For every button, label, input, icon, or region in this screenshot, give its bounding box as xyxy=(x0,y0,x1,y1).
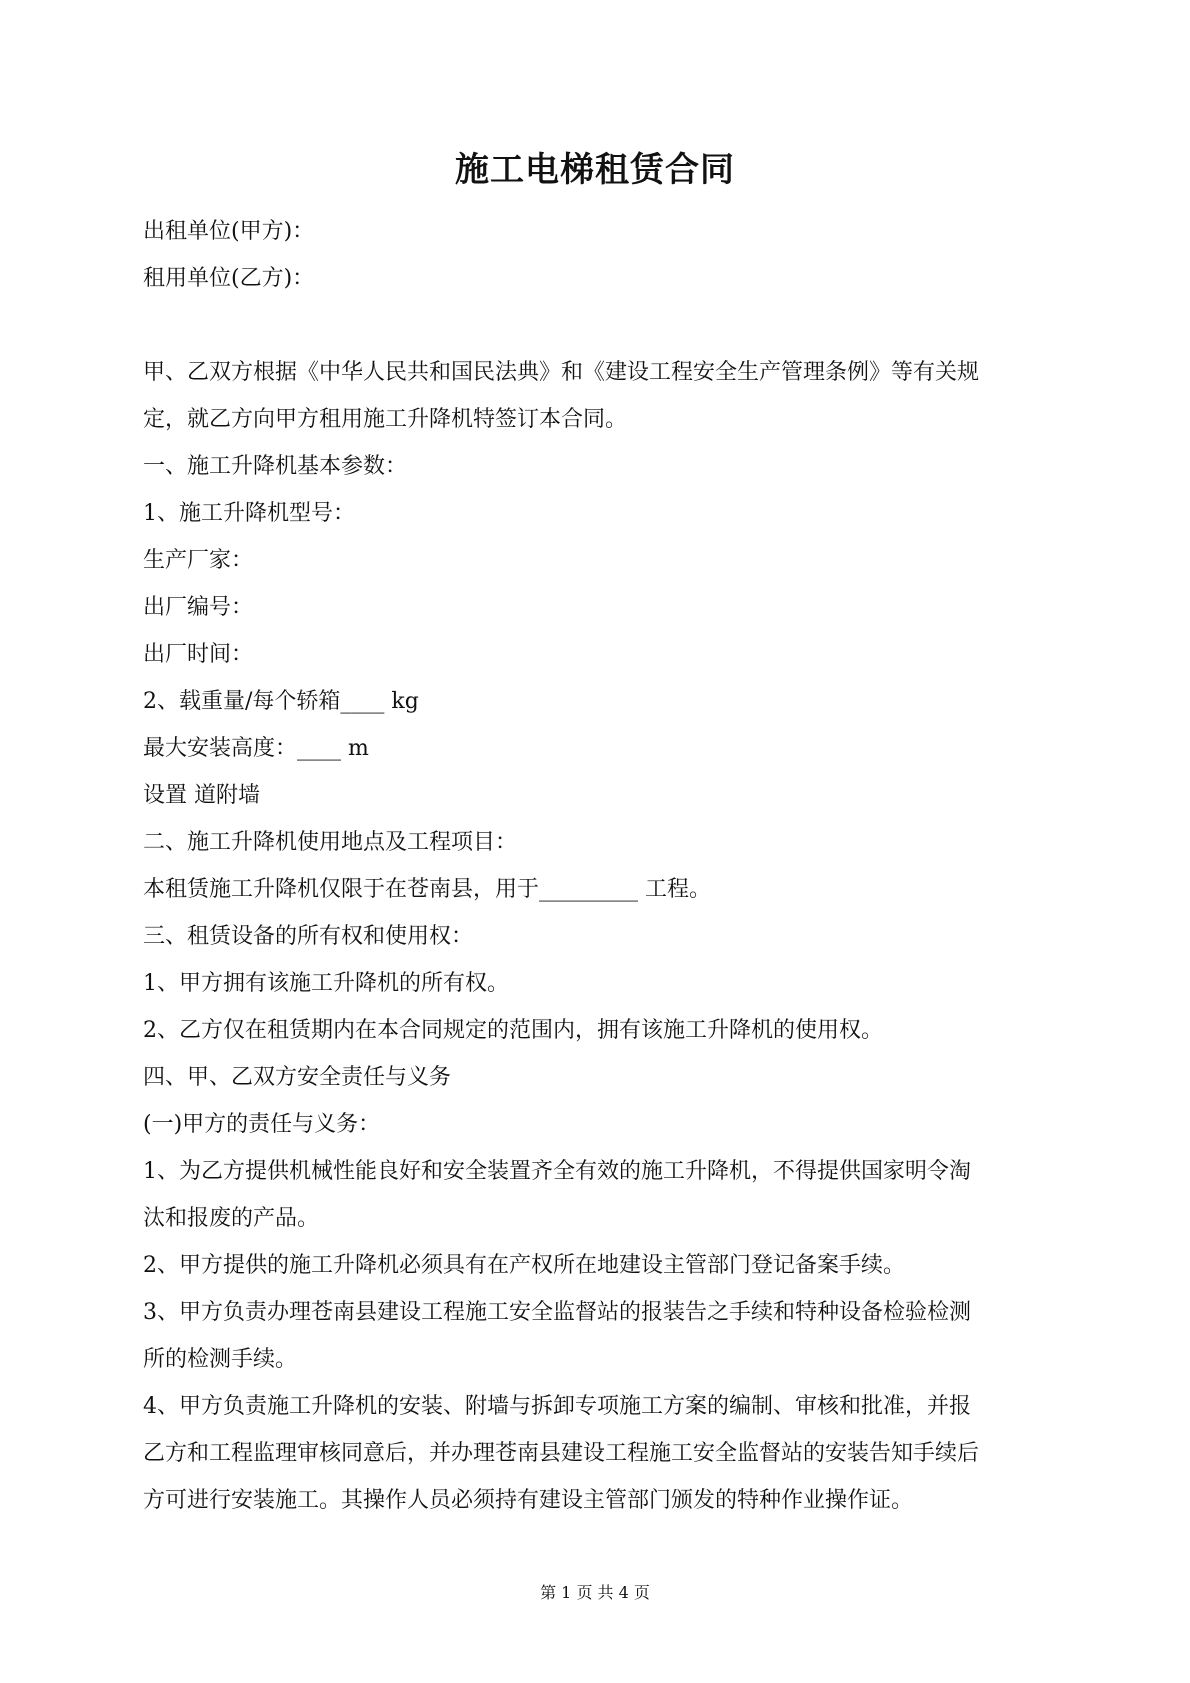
paragraph-line: 四、甲、乙双方安全责任与义务 xyxy=(143,1065,452,1090)
paragraph-line: 甲、乙双方根据《中华人民共和国民法典》和《建设工程安全生产管理条例》等有关规 xyxy=(143,360,980,385)
paragraph-line: 乙方和工程监理审核同意后，并办理苍南县建设工程施工安全监督站的安装告知手续后 xyxy=(143,1441,980,1466)
paragraph-line: 方可进行安装施工。其操作人员必须持有建设主管部门颁发的特种作业操作证。 xyxy=(143,1488,914,1513)
paragraph-line: 1、为乙方提供机械性能良好和安全装置齐全有效的施工升降机，不得提供国家明令淘 xyxy=(143,1159,971,1184)
paragraph-line: 定，就乙方向甲方租用施工升降机特签订本合同。 xyxy=(143,407,628,432)
paragraph-line: 3、甲方负责办理苍南县建设工程施工安全监督站的报装告之手续和特种设备检验检测 xyxy=(143,1300,971,1325)
paragraph-line: 汰和报废的产品。 xyxy=(143,1206,320,1231)
blank-line xyxy=(143,302,1058,349)
paragraph-line: 2、甲方提供的施工升降机必须具有在产权所在地建设主管部门登记备案手续。 xyxy=(143,1253,905,1278)
paragraph-line: 2、载重量/每个轿箱____ kg xyxy=(143,689,419,714)
paragraph-line: (一)甲方的责任与义务： xyxy=(143,1112,381,1137)
paragraph-line: 所的检测手续。 xyxy=(143,1347,298,1372)
paragraph-line: 1、甲方拥有该施工升降机的所有权。 xyxy=(143,971,509,996)
paragraph-line: 生产厂家： xyxy=(143,548,254,573)
document-body xyxy=(143,208,1058,1524)
lessee-line: 租用单位(乙方)： xyxy=(143,266,315,291)
paragraph-line: 出厂编号： xyxy=(143,595,254,620)
paragraph-line: 4、甲方负责施工升降机的安装、附墙与拆卸专项施工方案的编制、审核和批准，并报 xyxy=(143,1394,971,1419)
paragraph-line: 最大安装高度：____ m xyxy=(143,736,369,761)
page-footer: 第 1 页 共 4 页 xyxy=(540,1583,650,1602)
paragraph-line: 1、施工升降机型号： xyxy=(143,501,355,526)
contract-clauses xyxy=(143,349,1058,1524)
paragraph-line: 本租赁施工升降机仅限于在苍南县，用于_________ 工程。 xyxy=(143,877,711,902)
document-title: 施工电梯租赁合同 xyxy=(455,150,735,190)
paragraph-line: 一、施工升降机基本参数： xyxy=(143,454,408,479)
paragraph-line: 出厂时间： xyxy=(143,642,254,667)
paragraph-line: 二、施工升降机使用地点及工程项目： xyxy=(143,830,518,855)
paragraph-line: 2、乙方仅在租赁期内在本合同规定的范围内，拥有该施工升降机的使用权。 xyxy=(143,1018,883,1043)
paragraph-line: 三、租赁设备的所有权和使用权： xyxy=(143,924,474,949)
lessor-line: 出租单位(甲方)： xyxy=(143,219,315,244)
paragraph-line: 设置 道附墙 xyxy=(143,783,260,808)
